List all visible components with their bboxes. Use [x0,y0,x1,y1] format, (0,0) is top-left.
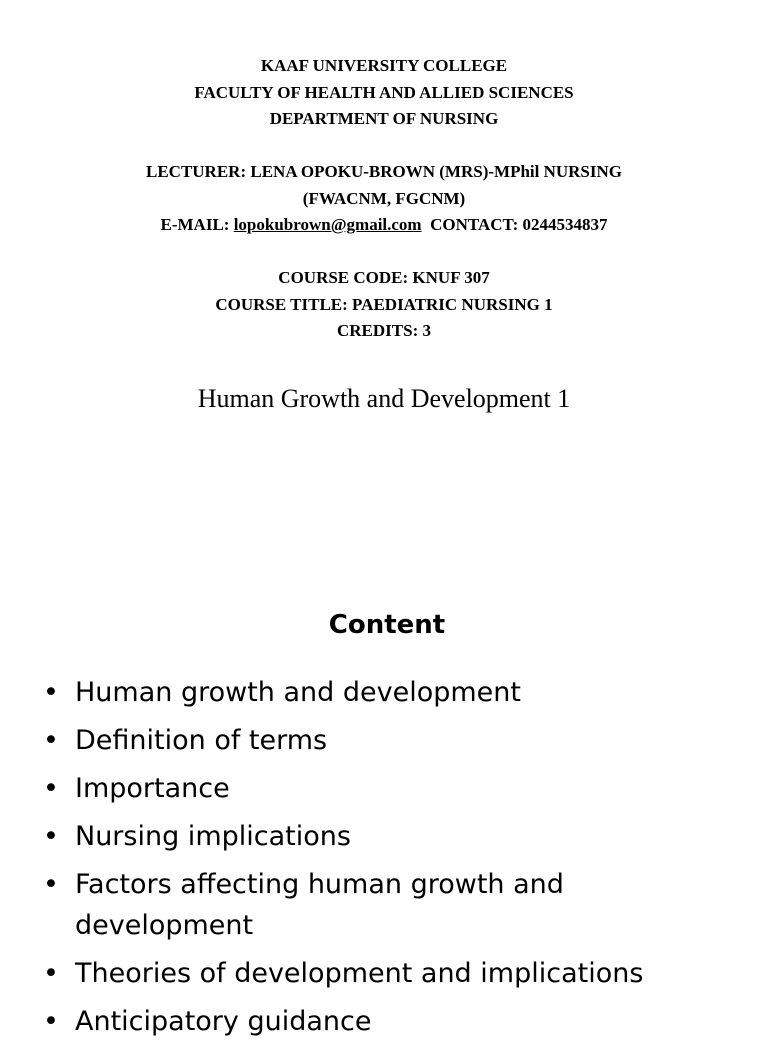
course-credits: CREDITS: 3 [337,321,431,340]
contact-line [0,212,768,239]
lecturer-credentials: (FWACNM, FGCNM) [302,188,466,208]
bullet-icon: • [43,958,59,989]
list-item: • Factors affecting human growth and development [0,864,768,946]
list-item: • Definition of terms [0,720,768,761]
bullet-icon: • [43,677,59,708]
list-item: • Human growth and development [0,672,768,713]
department-name: DEPARTMENT OF NURSING [269,109,499,128]
list-item: • Importance [0,768,768,809]
bullet-icon: • [43,725,59,756]
email-label: E-MAIL: [160,215,234,234]
bullet-icon: • [43,773,59,804]
bullet-icon: • [43,821,59,852]
content-list [0,672,768,1049]
lecturer-name: LECTURER: LENA OPOKU-BROWN (MRS)-MPhil NURSING [145,162,623,181]
list-item: • Theories of development and implications [0,953,768,994]
faculty-name: FACULTY OF HEALTH AND ALLIED SCIENCES [194,82,574,102]
lecturer-block [0,159,768,239]
bullet-icon: • [43,869,59,900]
list-item: • Nursing implications [0,816,768,857]
contact-number: CONTACT: 0244534837 [430,215,608,234]
email-link[interactable]: lopokubrown@gmail.com [233,215,422,234]
bullet-icon: • [43,1006,59,1037]
institution-block [0,53,768,133]
institution-name: KAAF UNIVERSITY COLLEGE [260,56,508,75]
list-item: • Anticipatory guidance [0,1001,768,1042]
course-title: COURSE TITLE: PAEDIATRIC NURSING 1 [215,294,553,314]
content-title: Content [328,610,446,640]
course-block [0,265,768,345]
course-code: COURSE CODE: KNUF 307 [278,268,490,287]
slide-subtitle: Human Growth and Development 1 [197,384,571,413]
title-slide [0,0,768,520]
